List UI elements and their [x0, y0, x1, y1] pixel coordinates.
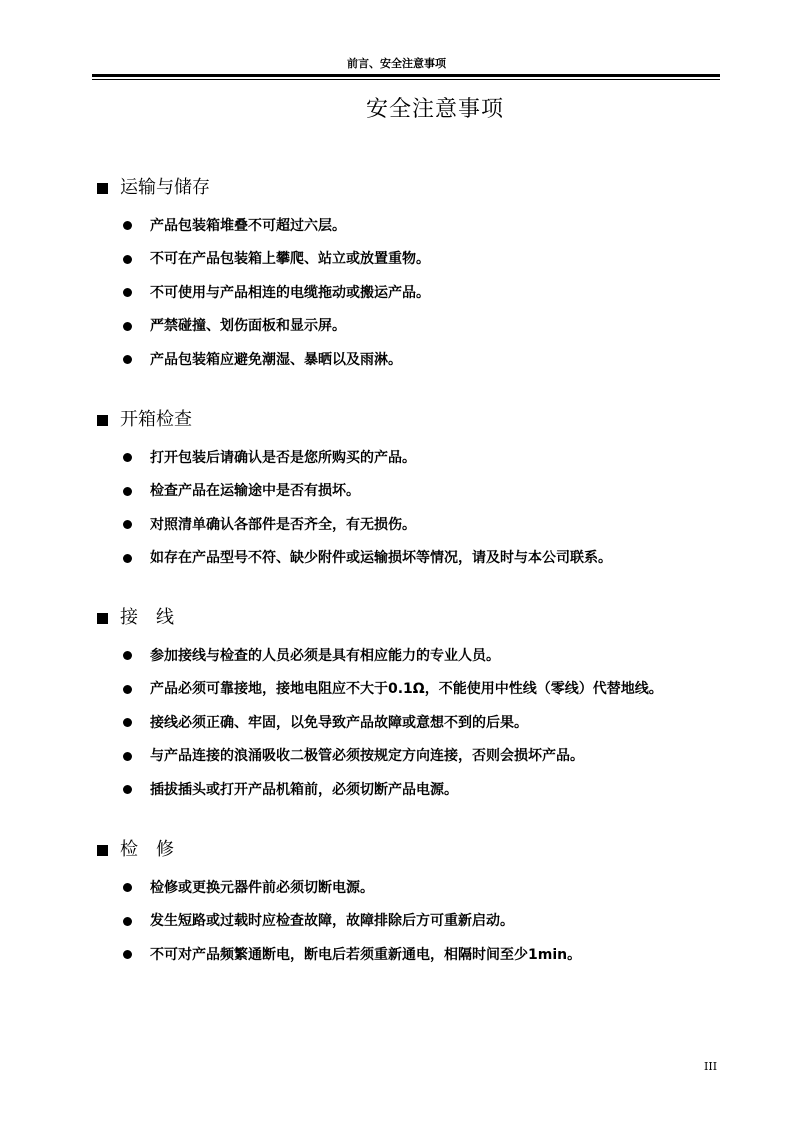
bullet-list: [96, 871, 736, 972]
list-item: [96, 639, 736, 673]
header-rule-thick: [92, 74, 720, 77]
list-item: [96, 706, 736, 740]
list-item-text: 如存在产品型号不符、缺少附件或运输损坏等情况，请及时与本公司联系。: [150, 550, 612, 567]
square-bullet-icon: [97, 613, 108, 624]
section-heading: [96, 407, 736, 433]
list-item-text: 对照清单确认各部件是否齐全，有无损伤。: [150, 516, 416, 533]
header-rule-thin: [92, 79, 720, 80]
dot-bullet-icon: [123, 651, 132, 660]
dot-bullet-icon: [123, 785, 132, 794]
list-item: [96, 508, 736, 542]
section-wiring: [96, 605, 736, 807]
dot-bullet-icon: [123, 322, 132, 331]
list-item-text: 插拔插头或打开产品机箱前，必须切断产品电源。: [150, 781, 458, 798]
page-title: 安全注意事项: [365, 97, 504, 122]
dot-bullet-icon: [123, 752, 132, 761]
list-item: [96, 542, 736, 576]
dot-bullet-icon: [123, 355, 132, 364]
bullet-list: [96, 639, 736, 807]
list-item: [96, 905, 736, 939]
list-item-text: 检查产品在运输途中是否有损坏。: [150, 483, 360, 500]
list-item: [96, 938, 736, 972]
square-bullet-icon: [97, 415, 108, 426]
list-item-text: 产品包装箱堆叠不可超过六层。: [150, 217, 346, 234]
dot-bullet-icon: [123, 883, 132, 892]
list-item: [96, 673, 736, 707]
page-number: III: [704, 1060, 718, 1073]
list-item: [96, 441, 736, 475]
list-item-text: 产品必须可靠接地，接地电阻应不大于0.1Ω，不能使用中性线（零线）代替地线。: [150, 681, 663, 698]
section-heading-text: 接 线: [120, 607, 174, 628]
section-heading-text: 开箱检查: [120, 409, 192, 430]
list-item: [96, 310, 736, 344]
section-transport-storage: [96, 175, 736, 377]
list-item-text: 不可对产品频繁通断电，断电后若须重新通电，相隔时间至少1min。: [150, 946, 582, 963]
dot-bullet-icon: [123, 288, 132, 297]
list-item-text: 参加接线与检查的人员必须是具有相应能力的专业人员。: [150, 647, 500, 664]
list-item-text: 不可使用与产品相连的电缆拖动或搬运产品。: [150, 284, 430, 301]
section-unpacking-inspection: [96, 407, 736, 575]
dot-bullet-icon: [123, 221, 132, 230]
dot-bullet-icon: [123, 917, 132, 926]
dot-bullet-icon: [123, 718, 132, 727]
list-item-text: 检修或更换元器件前必须切断电源。: [150, 879, 374, 896]
list-item: [96, 773, 736, 807]
bullet-list: [96, 209, 736, 377]
dot-bullet-icon: [123, 520, 132, 529]
list-item: [96, 276, 736, 310]
bullet-list: [96, 441, 736, 575]
dot-bullet-icon: [123, 685, 132, 694]
list-item: [96, 475, 736, 509]
section-heading-text: 运输与储存: [120, 177, 210, 198]
dot-bullet-icon: [123, 554, 132, 563]
square-bullet-icon: [97, 845, 108, 856]
dot-bullet-icon: [123, 950, 132, 959]
section-heading: [96, 605, 736, 631]
list-item-text: 与产品连接的浪涌吸收二极管必须按规定方向连接，否则会损坏产品。: [150, 748, 584, 765]
list-item-text: 严禁碰撞、划伤面板和显示屏。: [150, 318, 346, 335]
section-heading-text: 检 修: [120, 839, 174, 860]
list-item-text: 产品包装箱应避免潮湿、暴晒以及雨淋。: [150, 351, 402, 368]
dot-bullet-icon: [123, 453, 132, 462]
section-heading: [96, 837, 736, 863]
list-item: [96, 740, 736, 774]
list-item: [96, 871, 736, 905]
list-item-text: 发生短路或过载时应检查故障，故障排除后方可重新启动。: [150, 913, 514, 930]
section-heading: [96, 175, 736, 201]
list-item: [96, 343, 736, 377]
list-item: [96, 243, 736, 277]
square-bullet-icon: [97, 183, 108, 194]
list-item: [96, 209, 736, 243]
dot-bullet-icon: [123, 255, 132, 264]
list-item-text: 不可在产品包装箱上攀爬、站立或放置重物。: [150, 251, 430, 268]
dot-bullet-icon: [123, 487, 132, 496]
running-header: 前言、安全注意事项: [347, 57, 446, 70]
list-item-text: 接线必须正确、牢固，以免导致产品故障或意想不到的后果。: [150, 714, 528, 731]
section-maintenance: [96, 837, 736, 972]
list-item-text: 打开包装后请确认是否是您所购买的产品。: [150, 449, 416, 466]
